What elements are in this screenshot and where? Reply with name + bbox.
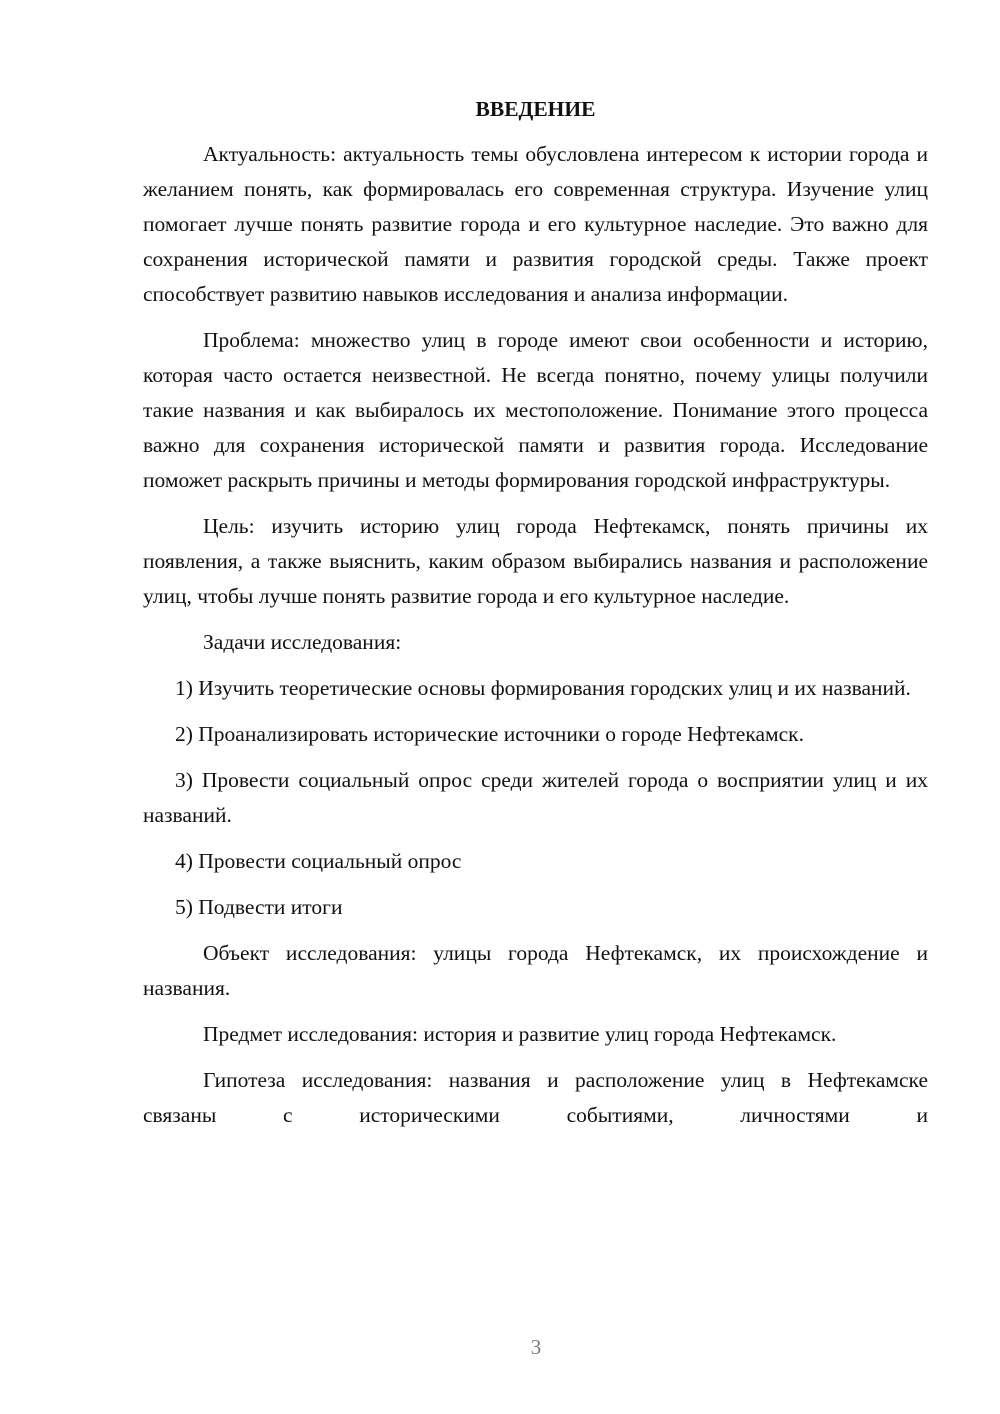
document-body	[143, 92, 928, 1144]
task-item: 2) Проанализировать исторические источники о городе Нефтекамск.	[175, 722, 804, 746]
task-item: 1) Изучить теоретические основы формирования городских улиц и их названий.	[175, 676, 911, 700]
section-title: ВВЕДЕНИЕ	[475, 97, 596, 121]
tasks-heading: Задачи исследования:	[203, 630, 402, 654]
subject-paragraph: Предмет исследования: история и развитие улиц города Нефтекамск.	[203, 1022, 837, 1046]
page-number: 3	[530, 1335, 542, 1359]
task-item: 5) Подвести итоги	[175, 895, 343, 919]
task-item: 4) Провести социальный опрос	[175, 849, 462, 873]
object-paragraph: Объект исследования: улицы города Нефтекамск, их происхождение и названия.	[143, 941, 928, 1000]
problem-paragraph: Проблема: множество улиц в городе имеют свои особенности и историю, которая часто остается неизвестной. Не всегда понятно, почему улицы получили такие названия и как выбиралось их местоположение. Понимание этого процесса важно для сохранения исторической памяти и развития города. Исследование поможет раскрыть причины и методы формирования городской инфраструктуры.	[143, 328, 928, 492]
task-item: 3) Провести социальный опрос среди жителей города о восприятии улиц и их названий.	[143, 768, 928, 827]
relevance-paragraph: Актуальность: актуальность темы обусловлена интересом к истории города и желанием понять, как формировалась его современная структура. Изучение улиц помогает лучше понять развитие города и его культурное наследие. Это важно для сохранения исторической памяти и развития городской среды. Также проект способствует развитию навыков исследования и анализа информации.	[143, 142, 928, 306]
goal-paragraph: Цель: изучить историю улиц города Нефтекамск, понять причины их появления, а также выяснить, каким образом выбирались названия и расположение улиц, чтобы лучше понять развитие города и его культурное наследие.	[143, 514, 928, 608]
hypothesis-paragraph: Гипотеза исследования: названия и расположение улиц в Нефтекамске связаны с историческими событиями, личностями и	[143, 1068, 928, 1127]
